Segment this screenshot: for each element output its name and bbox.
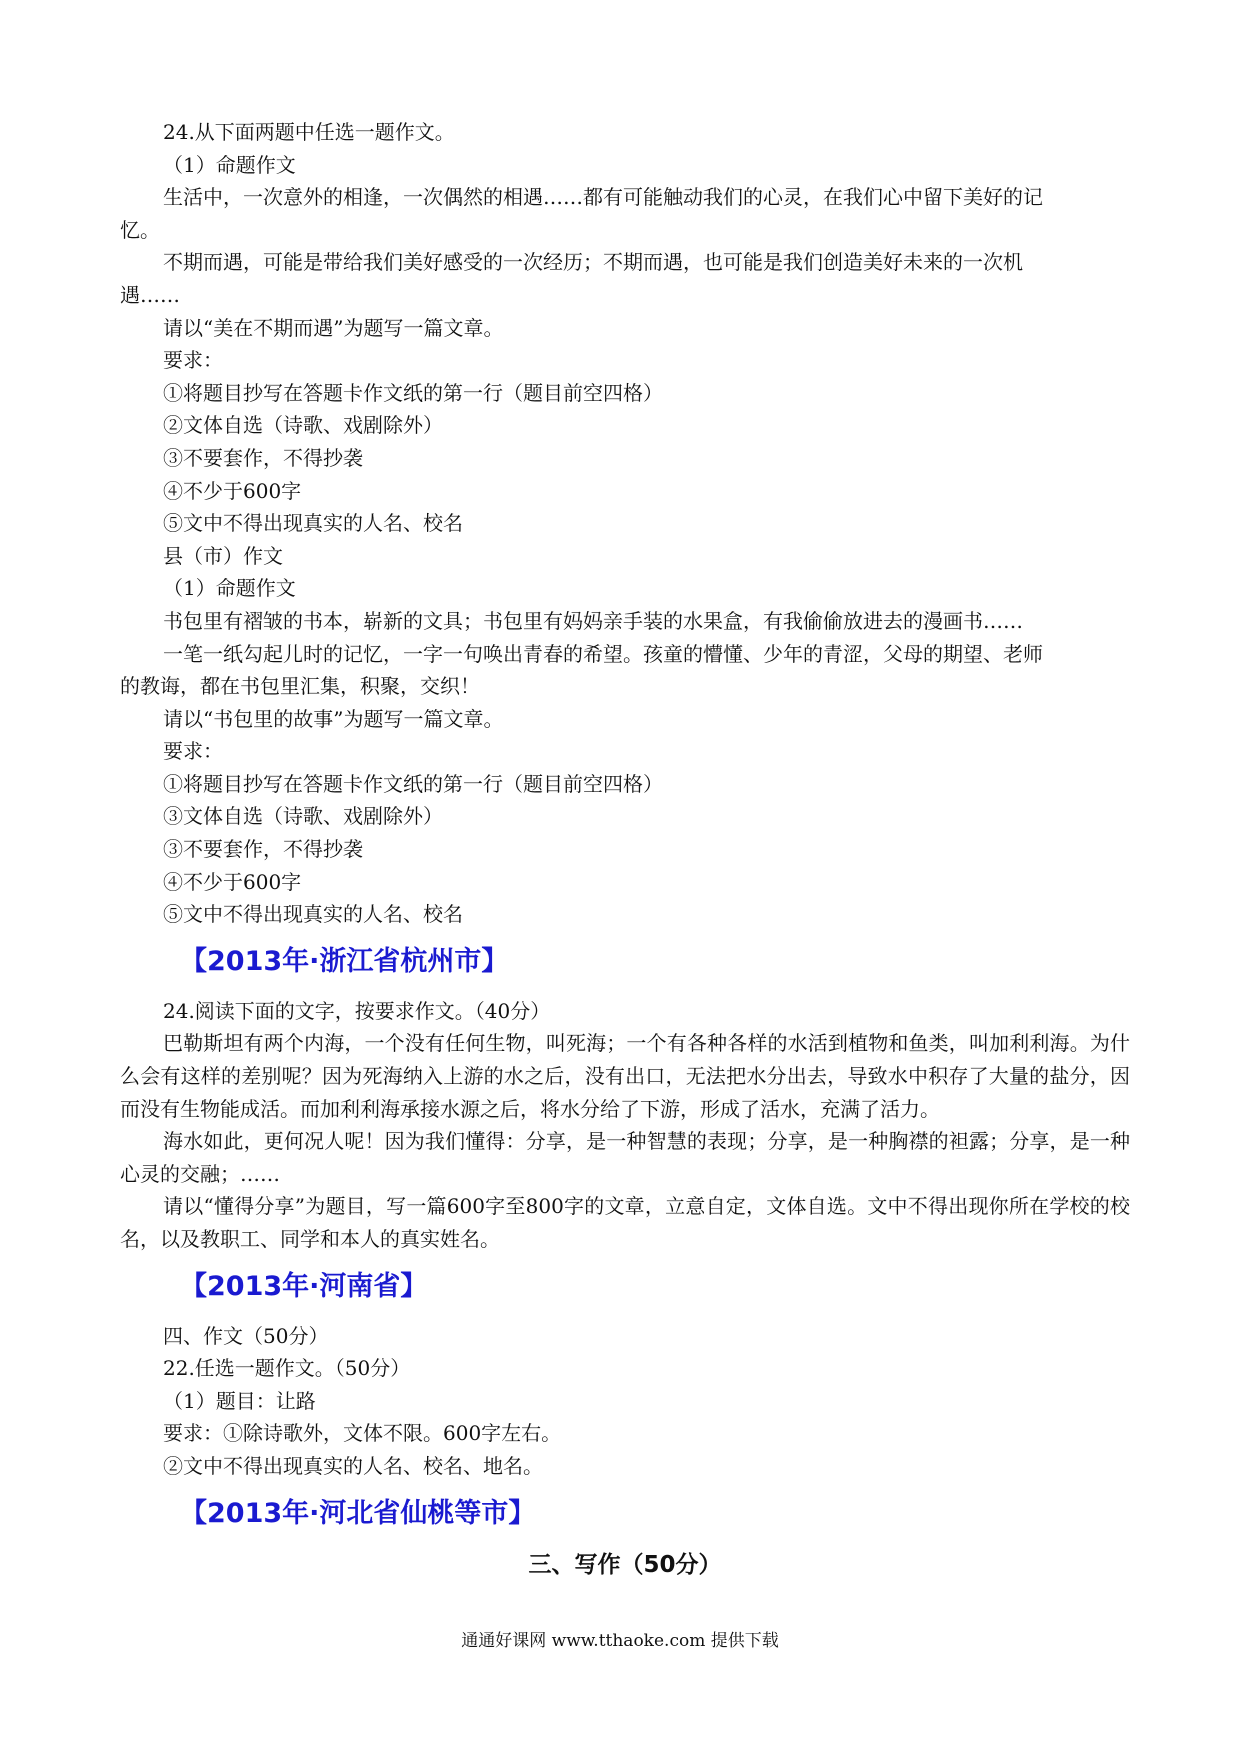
question-line: ①将题目抄写在答题卡作文纸的第一行（题目前空四格） bbox=[163, 380, 663, 405]
question-line: ⑤文中不得出现真实的人名、校名 bbox=[163, 902, 463, 927]
question-line: 22.任选一题作文。（50分） bbox=[163, 1356, 411, 1381]
question-line: ②文中不得出现真实的人名、校名、地名。 bbox=[163, 1453, 543, 1478]
question-line: ③不要套作，不得抄袭 bbox=[163, 837, 363, 862]
question-line: 书包里有褶皱的书本，崭新的文具；书包里有妈妈亲手装的水果盒，有我偷偷放进去的漫画书…… bbox=[163, 608, 1023, 633]
question-line: ④不少于600字 bbox=[163, 869, 302, 894]
question-line: ③文体自选（诗歌、戏剧除外） bbox=[163, 804, 443, 829]
paragraph: 巴勒斯坦有两个内海，一个没有任何生物，叫死海；一个有各种各样的水活到植物和鱼类，叫加利利海。为什么会有这样的差别呢？因为死海纳入上游的水之后，没有出口，无法把水分出去，导致水中积存了大量的盐分，因而没有生物能成活。而加利利海承接水源之后，将水分给了下游，形成了活水，充满了活力。 bbox=[120, 1031, 1130, 1121]
question-line: 的教诲，都在书包里汇集，积聚，交织！ bbox=[120, 674, 480, 699]
section-heading-hebei: 【2013年·河北省仙桃等市】 bbox=[180, 1497, 536, 1529]
section-heading-hangzhou: 【2013年·浙江省杭州市】 bbox=[180, 945, 509, 977]
question-line: 要求： bbox=[163, 739, 223, 764]
question-line: （1）题目：让路 bbox=[163, 1388, 316, 1413]
paragraph: 海水如此，更何况人呢！因为我们懂得：分享，是一种智慧的表现；分享，是一种胸襟的袒露；分享，是一种心灵的交融；…… bbox=[120, 1129, 1130, 1186]
section-heading-henan: 【2013年·河南省】 bbox=[180, 1270, 428, 1302]
question-line: （1）命题作文 bbox=[163, 576, 296, 601]
question-line: 24.从下面两题中任选一题作文。 bbox=[163, 120, 455, 144]
question-line: 忆。 bbox=[120, 217, 160, 242]
question-line: ③不要套作，不得抄袭 bbox=[163, 445, 363, 470]
section-1 bbox=[120, 116, 1130, 931]
page-footer: 通通好课网 www.tthaoke.com 提供下载 bbox=[461, 1631, 779, 1651]
question-line: 要求：①除诗歌外，文体不限。600字左右。 bbox=[163, 1421, 562, 1446]
question-line: ④不少于600字 bbox=[163, 478, 302, 503]
document-body bbox=[120, 116, 1130, 1583]
question-line: 要求： bbox=[163, 348, 223, 373]
question-line: ⑤文中不得出现真实的人名、校名 bbox=[163, 511, 463, 536]
question-line: 县（市）作文 bbox=[163, 543, 283, 568]
question-line: ②文体自选（诗歌、戏剧除外） bbox=[163, 413, 443, 438]
question-line: 生活中，一次意外的相逢，一次偶然的相遇……都有可能触动我们的心灵，在我们心中留下美好的记 bbox=[163, 185, 1043, 210]
question-line: 请以“书包里的故事”为题写一篇文章。 bbox=[163, 706, 504, 731]
question-line: 一笔一纸勾起儿时的记忆，一字一句唤出青春的希望。孩童的懵懂、少年的青涩，父母的期望、老师 bbox=[163, 641, 1043, 666]
question-line: 请以“美在不期而遇”为题写一篇文章。 bbox=[163, 315, 504, 340]
section-2 bbox=[120, 995, 1130, 1256]
question-line: 遇…… bbox=[120, 282, 180, 307]
section-title: 三、写作（50分） bbox=[528, 1551, 722, 1578]
question-line: 四、作文（50分） bbox=[163, 1323, 329, 1348]
paragraph: 请以“懂得分享”为题目，写一篇600字至800字的文章，立意自定，文体自选。文中不得出现你所在学校的校名，以及教职工、同学和本人的真实姓名。 bbox=[120, 1194, 1130, 1251]
section-3 bbox=[120, 1320, 1130, 1483]
question-intro: 24.阅读下面的文字，按要求作文。（40分） bbox=[163, 998, 551, 1023]
question-line: 不期而遇，可能是带给我们美好感受的一次经历；不期而遇，也可能是我们创造美好未来的一次机 bbox=[163, 250, 1023, 275]
question-line: （1）命题作文 bbox=[163, 152, 296, 177]
question-line: ①将题目抄写在答题卡作文纸的第一行（题目前空四格） bbox=[163, 771, 663, 796]
